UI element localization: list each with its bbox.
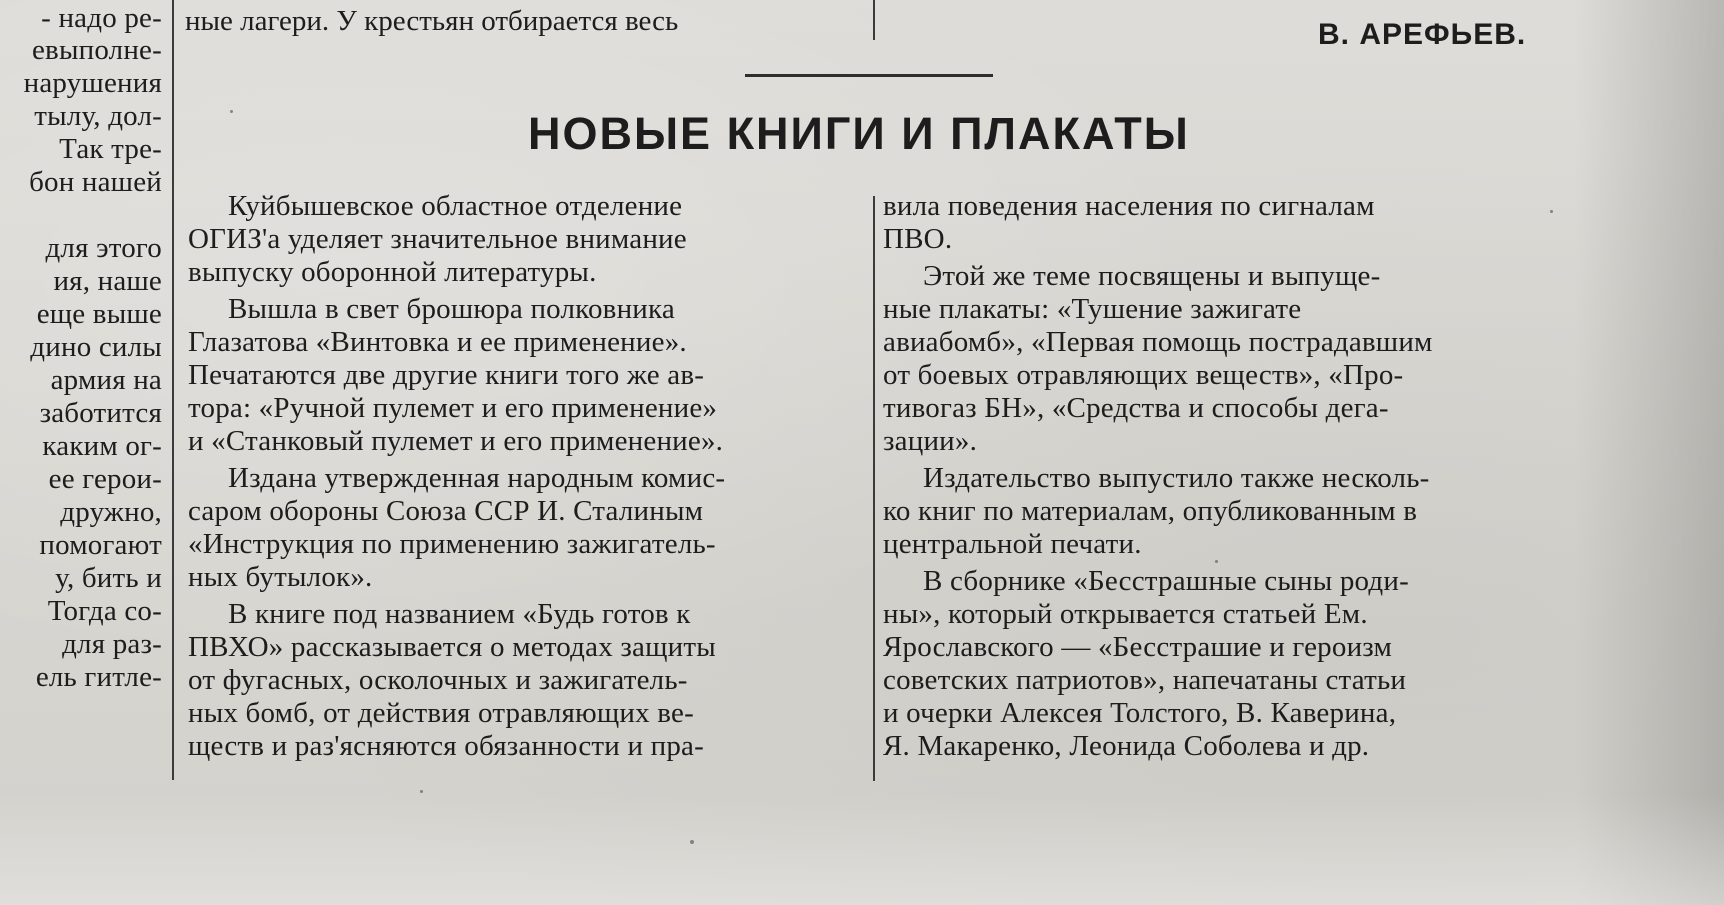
author-byline: В. АРЕФЬЕВ.: [1318, 18, 1527, 51]
article-line: Я. Макаренко, Леонида Соболева и др.: [883, 730, 1370, 762]
article-line: авиабомб», «Первая помощь пострадавшим: [883, 326, 1433, 358]
article-line: В книге под названием «Будь готов к: [228, 598, 691, 630]
left-fragment-line: бон нашей: [29, 166, 162, 198]
article-line: Глазатова «Винтовка и ее применение».: [188, 326, 687, 358]
left-fragment-line: ее герои-: [48, 463, 162, 495]
page-blank-bottom: [0, 795, 1724, 905]
article-line: ПВХО» рассказывается о методах защиты: [188, 631, 716, 663]
paper-speck: [1215, 560, 1218, 563]
left-fragment-line: армия на: [50, 364, 162, 396]
article-line: ПВО.: [883, 223, 953, 255]
left-fragment-line: дино силы: [30, 331, 162, 363]
column-rule-middle: [873, 196, 875, 781]
article-line: центральной печати.: [883, 528, 1142, 560]
left-fragment-line: помогают: [39, 529, 162, 561]
page-shadow-right: [1574, 0, 1724, 905]
left-fragment-line: евыполне-: [31, 34, 162, 66]
left-fragment-line: дружно,: [60, 496, 162, 528]
paper-speck: [1550, 210, 1553, 213]
article-line: «Инструкция по применению зажигатель-: [188, 528, 716, 560]
left-fragment-line: у, бить и: [55, 562, 162, 594]
paper-speck: [420, 790, 423, 793]
left-fragment-line: Так тре-: [59, 133, 162, 165]
left-fragment-line: заботится: [39, 397, 162, 429]
section-divider: [745, 74, 993, 77]
article-line: ных бутылок».: [188, 561, 373, 593]
article-line: Этой же теме посвящены и выпуще-: [923, 260, 1381, 292]
article-line: Куйбышевское областное отделение: [228, 190, 683, 222]
article-line: В сборнике «Бесстрашные сыны роди-: [923, 565, 1409, 597]
article-line: Издана утвержденная народным комис-: [228, 462, 726, 494]
left-fragment-line: еще выше: [36, 298, 162, 330]
left-fragment-line: нарушения: [23, 67, 162, 99]
paper-speck: [690, 840, 694, 844]
article-line: Издательство выпустило также несколь-: [923, 462, 1430, 494]
article-line: выпуску оборонной литературы.: [188, 256, 597, 288]
article-line: тора: «Ручной пулемет и его применение»: [188, 392, 718, 424]
left-fragment-line: - надо ре-: [41, 2, 162, 34]
previous-article-fragment: ные лагери. У крестьян отбирается весь: [185, 5, 679, 37]
left-fragment-line: каким ог-: [42, 430, 162, 462]
article-line: и очерки Алексея Толстого, В. Каверина,: [883, 697, 1397, 729]
article-line: ные плакаты: «Тушение зажигате: [883, 293, 1302, 325]
column-rule-top: [873, 0, 875, 40]
article-line: саром обороны Союза ССР И. Сталиным: [188, 495, 704, 527]
left-fragment-line: тылу, дол-: [34, 100, 162, 132]
article-line: Печатаются две другие книги того же ав-: [188, 359, 705, 391]
article-line: Ярославского — «Бесстрашие и героизм: [883, 631, 1393, 663]
left-adjacent-column: [0, 0, 162, 760]
left-fragment-line: для этого: [45, 232, 162, 264]
left-fragment-line: Тогда со-: [47, 595, 162, 627]
column-rule-left: [172, 0, 174, 780]
article-line: Вышла в свет брошюра полковника: [228, 293, 675, 325]
article-line: ко книг по материалам, опубликованным в: [883, 495, 1418, 527]
article-line: и «Станковый пулемет и его применение».: [188, 425, 724, 457]
article-line: от боевых отравляющих веществ», «Про-: [883, 359, 1404, 391]
left-fragment-line: ель гитле-: [35, 661, 162, 693]
article-line: вила поведения населения по сигналам: [883, 190, 1375, 222]
paper-speck: [230, 110, 233, 113]
article-line: от фугасных, осколочных и зажигатель-: [188, 664, 688, 696]
article-line: тивогаз БН», «Средства и способы дега-: [883, 392, 1389, 424]
article-line: ществ и раз'ясняются обязанности и пра-: [188, 730, 704, 762]
article-line: зации».: [883, 425, 978, 457]
left-fragment-line: для раз-: [62, 628, 162, 660]
article-line: советских патриотов», напечатаны статьи: [883, 664, 1407, 696]
article-headline: НОВЫЕ КНИГИ И ПЛАКАТЫ: [528, 108, 1190, 159]
article-line: ОГИЗ'а уделяет значительное внимание: [188, 223, 687, 255]
article-line: ных бомб, от действия отравляющих ве-: [188, 697, 694, 729]
left-fragment-line: ия, наше: [53, 265, 162, 297]
article-line: ны», который открывается статьей Ем.: [883, 598, 1368, 630]
